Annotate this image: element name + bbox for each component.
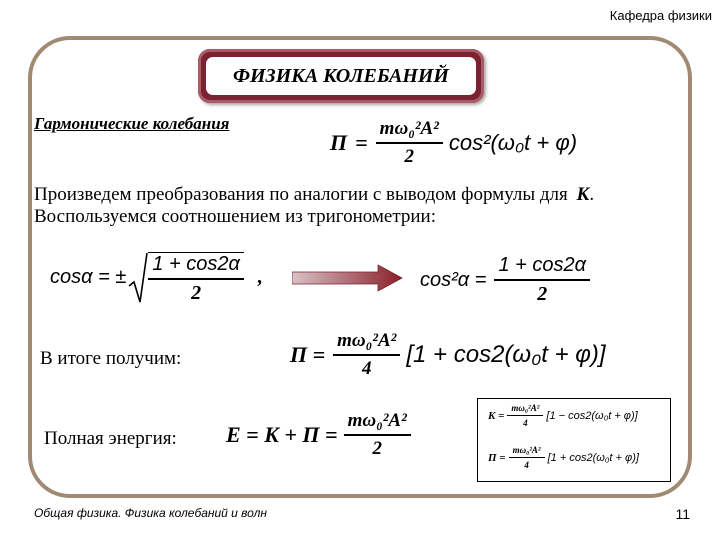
potential-energy-formula: П = $\frac{\text{mω₀²A²}}{2}$ cos²(ω₀t + φ) (330, 118, 578, 167)
fraction-denominator: 4 (523, 418, 528, 428)
fraction-denominator: 2 (537, 283, 548, 305)
fraction-denominator: 2 (191, 282, 202, 304)
formula-lhs: E = K + П = (226, 422, 338, 447)
fraction-numerator: 1 + cos2α (148, 253, 244, 280)
formula-lhs: cos²α = (420, 268, 487, 291)
fraction-denominator: 4 (362, 358, 372, 379)
fraction (148, 252, 244, 305)
total-energy-label: Полная энергия: (44, 428, 177, 449)
fraction-numerator: mω₀²A² (333, 330, 400, 356)
paragraph-line-2: Воспользуемся соотношением из тригонометрии: (34, 206, 436, 227)
fraction (507, 403, 543, 428)
formula-lhs: П = (488, 451, 506, 464)
page-number: 11 (675, 506, 690, 522)
formula-lhs: П (330, 130, 348, 155)
fraction (376, 118, 443, 168)
fraction-denominator: 2 (404, 146, 415, 167)
fraction-numerator: mω₀²A² (344, 410, 411, 436)
fraction (344, 410, 411, 460)
paragraph-symbol: К (576, 184, 590, 205)
result-formula (290, 330, 606, 380)
slide-title: ФИЗИКА КОЛЕБАНИЙ (206, 57, 476, 95)
fraction (333, 330, 400, 380)
formula-lhs: K = (488, 409, 505, 422)
fraction-numerator: mω₀²A² (376, 118, 443, 144)
fraction-numerator: mω₀²A² (507, 403, 543, 416)
formula-lhs: cosα = ± (50, 266, 127, 288)
department-header: Кафедра физики (609, 8, 712, 23)
result-label: В итоге получим: (40, 348, 182, 369)
kinetic-energy-small-formula (488, 403, 638, 428)
subtitle: Гармонические колебания (34, 114, 230, 133)
formula-rhs: cos²(ω₀t + φ) (448, 130, 578, 155)
paragraph-line-1: Произведем преобразования по аналогии с выводом формулы для К. (34, 184, 595, 205)
fraction (509, 445, 545, 470)
fraction-numerator: mω₀²A² (509, 445, 545, 458)
arrow-right-icon (292, 264, 404, 292)
formula-lhs: П = (290, 342, 326, 367)
formula-rhs: [1 + cos2(ω₀t + φ)] (406, 341, 606, 368)
fraction-denominator: 4 (524, 460, 529, 470)
cos-squared-alpha-formula (420, 254, 590, 306)
fraction-denominator: 2 (372, 438, 382, 459)
fraction (494, 254, 590, 306)
fraction-numerator: 1 + cos2α (494, 254, 590, 281)
formula-rhs: [1 + cos2(ω₀t + φ)] (547, 451, 639, 464)
cos-alpha-formula: cosα = ± $\frac{1 + \cos 2\alpha}{2}$ , (50, 253, 263, 304)
potential-energy-small-formula (488, 445, 639, 470)
total-energy-formula (226, 410, 411, 460)
sqrt-sign-icon (128, 252, 148, 304)
formula-rhs: [1 − cos2(ω₀t + φ)] (546, 409, 638, 422)
course-footer: Общая физика. Физика колебаний и волн (34, 506, 267, 520)
paragraph-text: Произведем преобразования по аналогии с выводом формулы для (34, 184, 568, 205)
title-banner (198, 49, 484, 103)
